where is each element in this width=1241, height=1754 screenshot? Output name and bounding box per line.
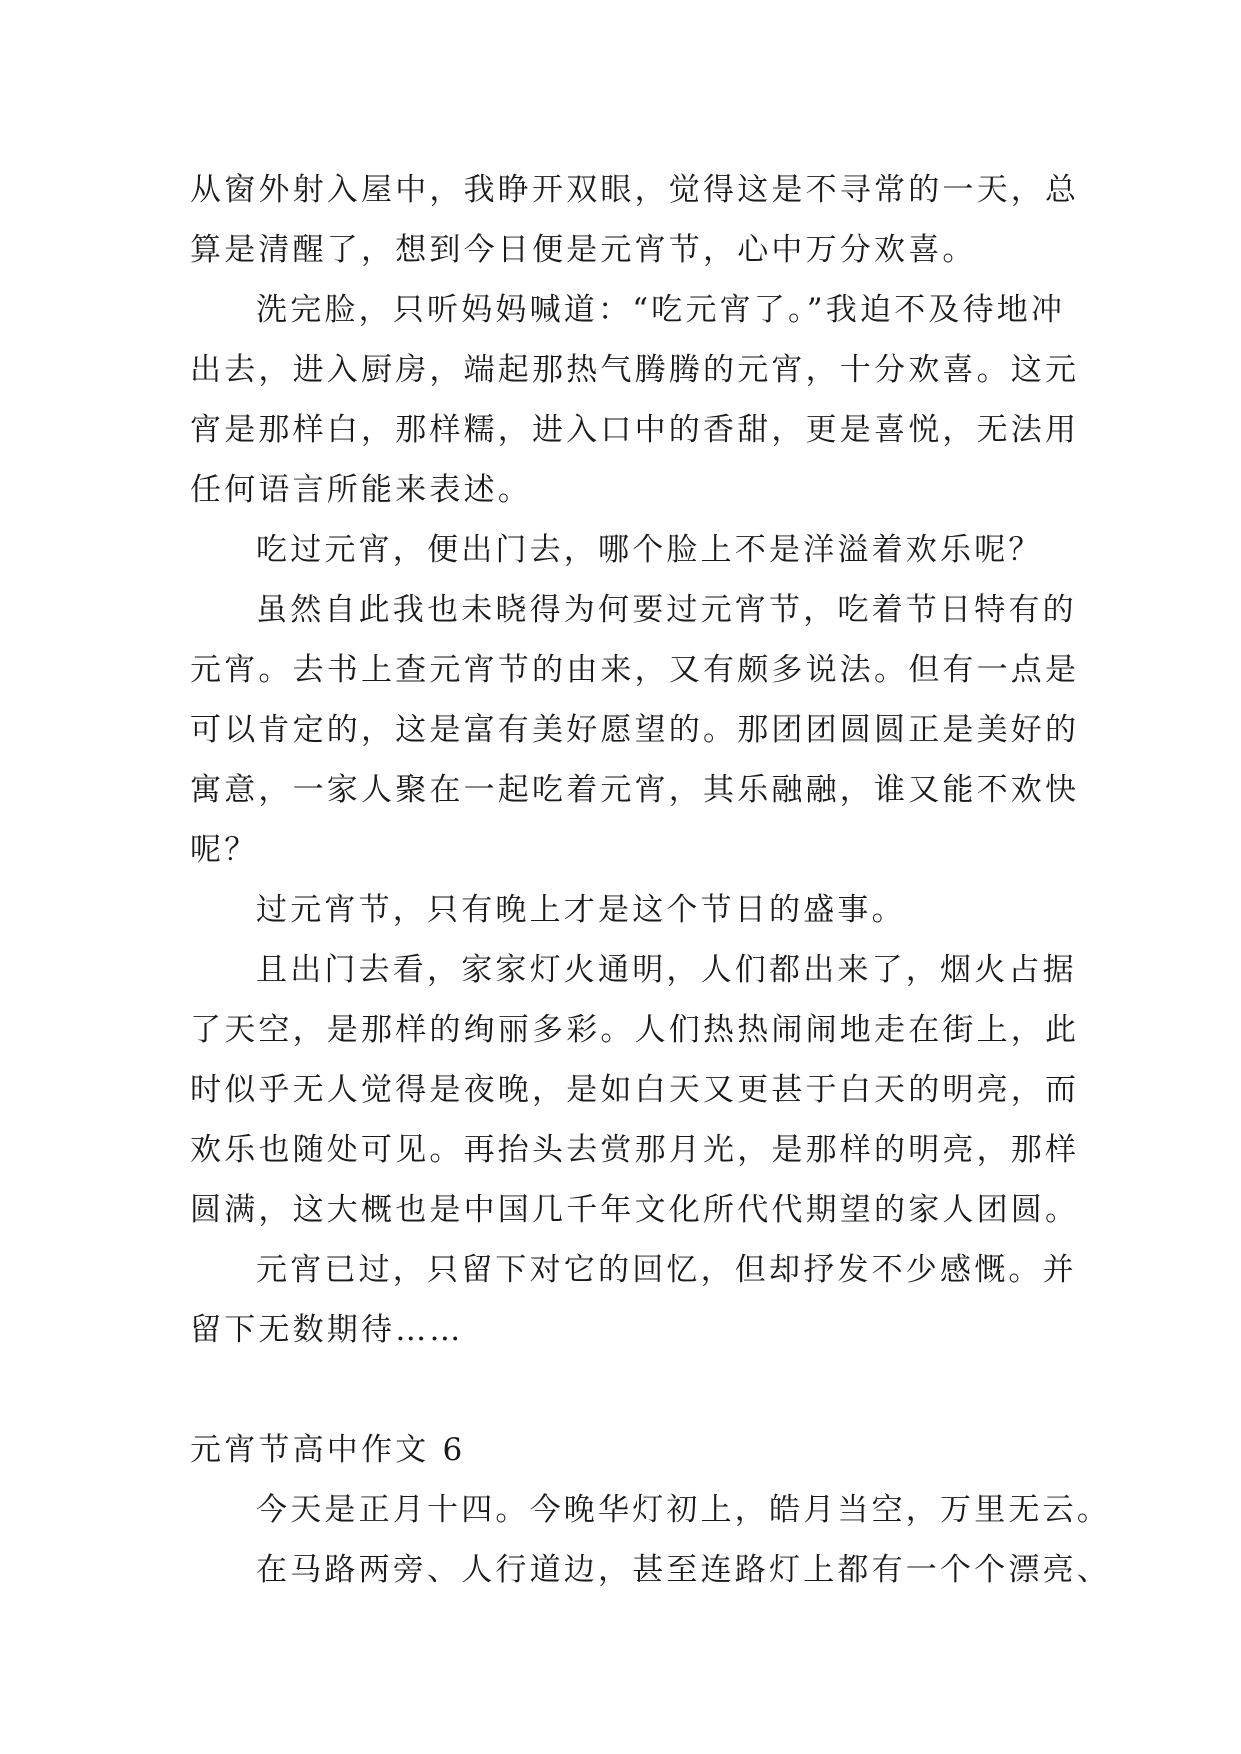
text-line: 了天空，是那样的绚丽多彩。人们热热闹闹地走在街上，此: [190, 1012, 1080, 1048]
text-line: 时似乎无人觉得是夜晚，是如白天又更甚于白天的明亮，而: [190, 1072, 1080, 1108]
text-line: 元宵。去书上查元宵节的由来，又有颇多说法。但有一点是: [190, 652, 1080, 688]
paragraph-first-line: 且出门去看，家家灯火通明，人们都出来了，烟火占据: [256, 952, 1077, 988]
text-line: 欢乐也随处可见。再抬头去赏那月光，是那样的明亮，那样: [190, 1132, 1080, 1168]
section-title: 元宵节高中作文 6: [190, 1432, 466, 1468]
text-line: 留下无数期待……: [190, 1312, 464, 1348]
paragraph-first-line: 今天是正月十四。今晚华灯初上，皓月当空，万里无云。: [256, 1492, 1111, 1528]
text-line: 从窗外射入屋中，我睁开双眼，觉得这是不寻常的一天，总: [190, 172, 1080, 208]
text-line: 可以肯定的，这是富有美好愿望的。那团团圆圆正是美好的: [190, 712, 1080, 748]
text-line: 圆满，这大概也是中国几千年文化所代代期望的家人团圆。: [190, 1192, 1080, 1228]
paragraph-first-line: 元宵已过，只留下对它的回忆，但却抒发不少感慨。并: [256, 1252, 1077, 1288]
paragraph-first-line: 吃过元宵，便出门去，哪个脸上不是洋溢着欢乐呢？: [256, 532, 1043, 568]
text-line: 出去，进入厨房，端起那热气腾腾的元宵，十分欢喜。这元: [190, 352, 1080, 388]
text-line: 呢？: [190, 832, 259, 868]
text-line: 宵是那样白，那样糯，进入口中的香甜，更是喜悦，无法用: [190, 412, 1080, 448]
paragraph-first-line: 过元宵节，只有晚上才是这个节日的盛事。: [256, 892, 906, 928]
text-line: 任何语言所能来表述。: [190, 472, 532, 508]
paragraph-first-line: 虽然自此我也未晓得为何要过元宵节，吃着节日特有的: [256, 592, 1077, 628]
paragraph-first-line: 在马路两旁、人行道边，甚至连路灯上都有一个个漂亮、: [256, 1552, 1111, 1588]
text-line: 寓意，一家人聚在一起吃着元宵，其乐融融，谁又能不欢快: [190, 772, 1080, 808]
paragraph-first-line: 洗完脸，只听妈妈喊道：“吃元宵了。”我迫不及待地冲: [256, 292, 1066, 328]
text-line: 算是清醒了，想到今日便是元宵节，心中万分欢喜。: [190, 232, 977, 268]
